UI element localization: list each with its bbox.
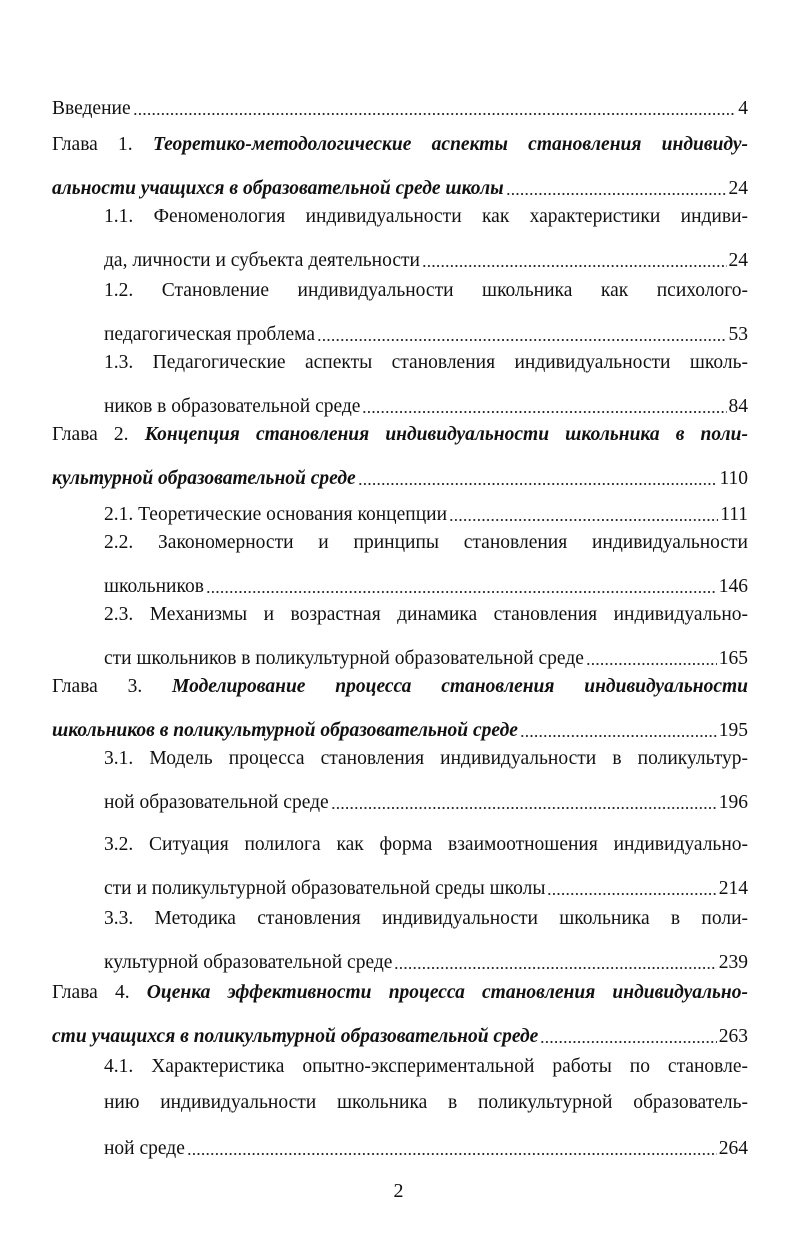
section-title: сти и поликультурной образовательной среды школы [104, 878, 546, 899]
toc-entry-line [104, 1130, 748, 1160]
toc-entry-line [104, 352, 748, 382]
dot-leader [449, 499, 718, 522]
section-title: 2.1. Теоретические основания концепции [104, 504, 448, 525]
dot-leader [362, 391, 726, 414]
toc-entry-line [104, 1092, 748, 1122]
toc-line-text [104, 352, 748, 374]
section-title: 4.1. Характеристика опытно-экспериментальной работы по становле- [104, 1056, 748, 1077]
section-title: культурной образовательной среде [104, 952, 393, 973]
toc-entry-line [52, 134, 748, 164]
section-title: Введение [52, 98, 131, 119]
toc-line-text [52, 424, 748, 446]
page-ref: 196 [718, 792, 748, 813]
toc-line-text [52, 676, 748, 698]
chapter-title: школьников в поликультурной образовательной среде [52, 720, 518, 741]
chapter-prefix: Глава 2. [52, 424, 145, 445]
section-title: 1.1. Феноменология индивидуальности как характеристики индиви- [104, 206, 748, 227]
section-title: 2.3. Механизмы и возрастная динамика становления индивидуально- [104, 604, 748, 625]
chapter-title: культурной образовательной среде [52, 468, 356, 489]
toc-entry-line [104, 748, 748, 778]
chapter-prefix: Глава 1. [52, 134, 153, 155]
toc-entry-line [104, 1056, 748, 1086]
chapter-prefix: Глава 4. [52, 982, 147, 1003]
section-title: сти школьников в поликультурной образовательной среде [104, 648, 584, 669]
dot-leader [540, 1021, 716, 1044]
toc-line-text [104, 604, 748, 626]
page-ref: 84 [728, 396, 748, 417]
toc-entry-line [104, 784, 748, 814]
toc-line-text [104, 1092, 748, 1114]
section-title: нию индивидуальности школьника в поликультурной образователь- [104, 1092, 748, 1113]
toc-entry-line [104, 496, 748, 526]
section-title: ной среде [104, 1138, 185, 1159]
page-ref: 4 [738, 98, 748, 119]
section-title: 1.3. Педагогические аспекты становления индивидуальности школь- [104, 352, 748, 373]
page-ref: 110 [719, 468, 748, 489]
page-ref: 263 [718, 1026, 748, 1047]
toc-line-text [52, 982, 748, 1004]
section-title: ников в образовательной среде [104, 396, 361, 417]
toc-entry-line [52, 1018, 748, 1048]
page-ref: 53 [728, 324, 748, 345]
toc-entry-line [104, 206, 748, 236]
toc-entry-line [104, 568, 748, 598]
toc-entry-line [104, 242, 748, 272]
toc-line-text [104, 908, 748, 930]
dot-leader [422, 245, 727, 268]
dot-leader [358, 463, 718, 486]
chapter-title: сти учащихся в поликультурной образовательной среде [52, 1026, 539, 1047]
chapter-title: Моделирование процесса становления индивидуальности [172, 676, 748, 697]
section-title: школьников [104, 576, 204, 597]
section-title: 1.2. Становление индивидуальности школьника как психолого- [104, 280, 748, 301]
toc-entry-line [104, 834, 748, 864]
chapter-title: Концепция становления индивидуальности школьника в поли- [144, 424, 748, 445]
toc-entry-line [104, 944, 748, 974]
toc-line-text [104, 748, 748, 770]
toc-line-text [104, 834, 748, 856]
toc-entry-line [104, 532, 748, 562]
toc-entry-line [104, 280, 748, 310]
page-ref: 214 [718, 878, 748, 899]
page-ref: 24 [728, 178, 748, 199]
toc-entry-line [52, 424, 748, 454]
toc-entry-line [104, 870, 748, 900]
section-title: ной образовательной среде [104, 792, 329, 813]
page-ref: 111 [720, 504, 748, 525]
dot-leader [586, 643, 717, 666]
page-ref: 146 [718, 576, 748, 597]
section-title: 2.2. Закономерности и принципы становления индивидуальности [104, 532, 748, 553]
dot-leader [547, 873, 716, 896]
toc-line-text [52, 134, 748, 156]
toc-entry-line [104, 908, 748, 938]
toc-entry-line [52, 982, 748, 1012]
toc-entry-line [52, 170, 748, 200]
toc-entry-line [104, 640, 748, 670]
page-ref: 239 [718, 952, 748, 973]
dot-leader [206, 571, 717, 594]
page-ref: 165 [718, 648, 748, 669]
section-title: да, личности и субъекта деятельности [104, 250, 420, 271]
toc-entry-line [104, 604, 748, 634]
page-ref: 264 [718, 1138, 748, 1159]
toc-line-text [104, 532, 748, 554]
dot-leader [317, 319, 726, 342]
toc-entry-line [52, 90, 748, 120]
chapter-title: Теоретико-методологические аспекты становления индивиду- [152, 134, 748, 155]
chapter-prefix: Глава 3. [52, 676, 173, 697]
dot-leader [187, 1133, 717, 1156]
section-title: 3.3. Методика становления индивидуальности школьника в поли- [104, 908, 748, 929]
toc-entry-line [104, 316, 748, 346]
page-ref: 24 [728, 250, 748, 271]
dot-leader [133, 93, 737, 116]
dot-leader [394, 947, 716, 970]
toc-line-text [104, 280, 748, 302]
section-title: 3.2. Ситуация полилога как форма взаимоотношения индивидуально- [104, 834, 748, 855]
toc-line-text [104, 1056, 748, 1078]
chapter-title: альности учащихся в образовательной среде школы [52, 178, 504, 199]
page-ref: 195 [718, 720, 748, 741]
dot-leader [506, 173, 727, 196]
toc-line-text [104, 206, 748, 228]
section-title: 3.1. Модель процесса становления индивидуальности в поликультур- [104, 748, 748, 769]
section-title: педагогическая проблема [104, 324, 316, 345]
toc-entry-line [104, 388, 748, 418]
dot-leader [520, 715, 717, 738]
chapter-title: Оценка эффективности процесса становления индивидуально- [146, 982, 748, 1003]
page-number: 2 [393, 1180, 404, 1202]
toc-entry-line [52, 712, 748, 742]
toc-entry-line [52, 460, 748, 490]
toc-entry-line [52, 676, 748, 706]
dot-leader [331, 787, 717, 810]
